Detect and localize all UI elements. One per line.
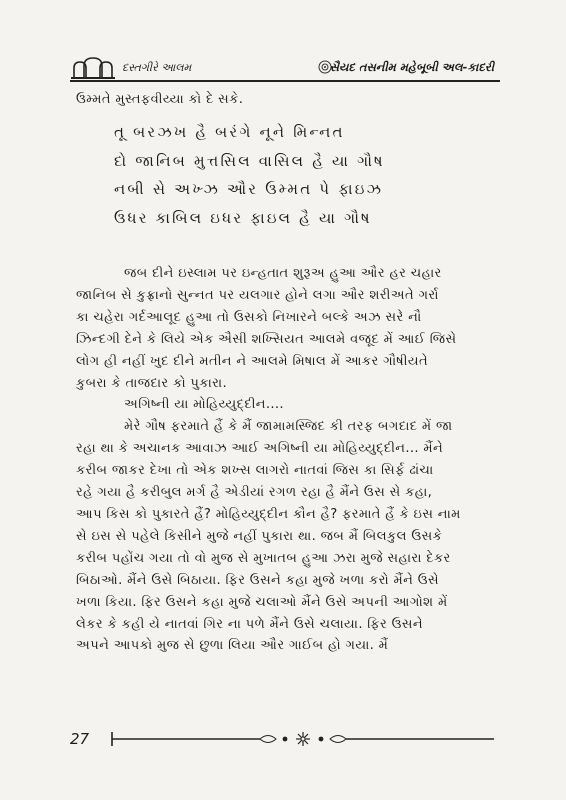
header-author: સૈયદ તસનીમ મહેબૂબી અલ-કાદરી <box>329 60 494 74</box>
main-paragraph <box>76 263 496 657</box>
page-footer <box>70 728 496 750</box>
ornament-divider-icon <box>110 729 496 749</box>
text-line: જાનિબ સે કુફ્રાનો સુન્નત પર યલગાર હોને લગા ઔર શરીઅતે ગર્રા <box>76 287 439 303</box>
verse-line-2: દો જાનિબ મુત્તસિલ વાસિલ હૈ યા ગૌષ <box>114 151 385 170</box>
text-line: કા ચહેરા ગર્દઆલૂદ હુઆ તો ઉસકો નિખારને બલ્કે અઝ સરે નૌ <box>76 309 422 325</box>
text-line: લેકર કે કહી યે નાતવાં ગિર ના પળે મૈંને ઉસે ચલાયા. ફિર ઉસને <box>76 616 423 632</box>
verse-line-1: તૂ બરઝખ હૈ બરંગે નૂને મિન્નત <box>114 123 345 141</box>
verse-line-4: ઉધર કાબિલ ઇધર ફાઇલ હૈ યા ગૌષ <box>114 208 372 227</box>
text-line: આપ કિસ કો પુકારતે હૈં? મોહિય્યુદ્દીન કૌન હૈ? ફરમાતે હૈં કે ઇસ નામ <box>76 506 461 522</box>
text-line: કુબરા કે તાજદાર કો પુકારા. <box>76 375 227 391</box>
verse-block <box>114 118 464 232</box>
text-line: જબ દીને ઇસ્લામ પર ઇન્હતાત શુરૂઅ હુઆ ઔર હર ચહાર <box>124 266 442 281</box>
text-line: અપને આપકો મુજ સે છુળા લિયા ઔર ગાઈબ હો ગયા. મૈં <box>76 638 389 654</box>
text-line: બિઠાઓ. મૈંને ઉસે બિઠાયા. ફિર ઉસને કહા મુજે ખળા કરો મૈંને ઉસે <box>76 572 440 588</box>
text-line: કરીબ જાકર દેખા તો એક શખ્સ લાગરો નાતવાં જિસ કા સિર્ફ ઢાંચા <box>76 463 434 479</box>
text-line: મેરે ગૌષ ફરમાતે હૈં કે મૈં જામામસ્જિદ કી તરફ બગદાદ મેં જા <box>124 419 453 435</box>
header-rule <box>70 80 500 82</box>
text-line: ઉમ્મતે મુસ્તફવીય્યા કો દે સકે. <box>76 92 244 107</box>
sub-heading: અગિષ્ની યા મોહિય્યુદ્દીન.... <box>124 397 284 413</box>
text-line: કરીબ પહોંચ ગયા તો વો મુજ સે મુખાતબ હુઆ ઝરા મુજે સહારા દેકર <box>76 550 451 566</box>
page-number: 27 <box>70 730 90 748</box>
text-line: રહા થા કે અચાનક આવાઝ આઈ અગિષ્ની યા મોહિય્યુદ્દીન... મૈંને <box>76 441 444 457</box>
header-book-title: દસ્તગીરે આલમ <box>122 61 192 74</box>
text-line: રહે ગયા હૈ કરીબુલ મર્ગ હૈ એડીયાં રગળ રહા હૈ મૈંને ઉસ સે કહા, <box>76 485 433 501</box>
running-header <box>70 56 500 82</box>
verse-line-3: નબી સે અખ્ઝ ઔર ઉમ્મત પે ફાઇઝ <box>114 180 384 198</box>
intro-paragraph <box>76 89 496 111</box>
text-line: ઝિન્દગી દેને કે લિયે એક ઐસી શખ્સિયત આલમે વજૂદ મેં આઈ જિસે <box>76 331 457 347</box>
text-line: લોગ હી નહીં ખુદ દીને મતીન ને આલમે મિષાલ મેં આકર ગૌષીયતે <box>76 353 429 369</box>
text-line: સે ઇસ સે પહેલે કિસીને મુજે નહીં પુકારા થા. જબ મૈં બિલકુલ ઉસકે <box>76 528 443 544</box>
mosque-icon <box>70 56 116 80</box>
text-line: ખળા કિયા. ફિર ઉસને કહા મુજે ચલાઓ મૈંને ઉસે અપની આગોશ મેં <box>76 594 448 610</box>
